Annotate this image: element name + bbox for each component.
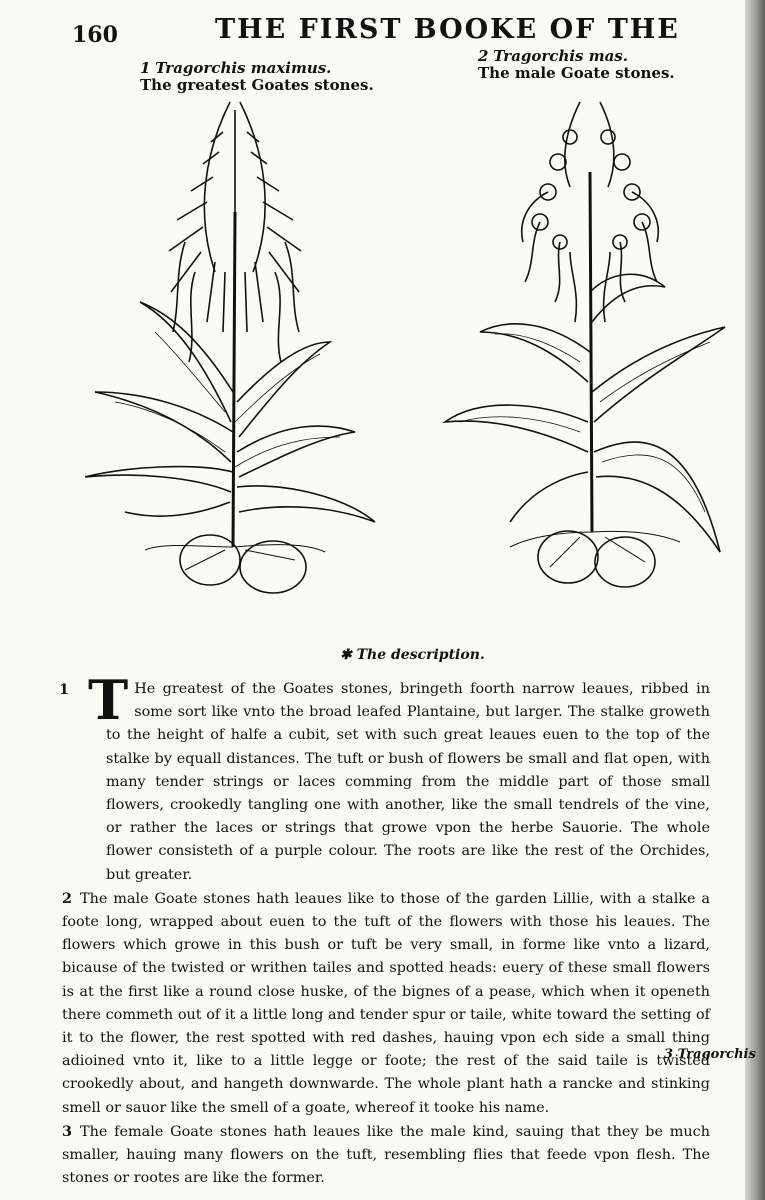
- paragraph-2-text: The male Goate stones hath leaues like to those of the garden Lillie, with a stalke a foote long, wrapped about euen to the tuft of the flowers with those his leaues. The flowers which growe in this bush or tuft be very small, in forme like vnto a lizard, bicause of the twisted or writhen tailes and spotted heads: euery of these small flowers is at the first like a round close huske, of the bignes of a pease, which when it openeth there commeth out of it a little long and tender spur or taile, white toward the setting of it to the flower, the rest spotted with red dashes, hauing vpon ech side a small thing adioined vnto it, like to a little legge or foote; the rest of the said taile is twisted crookedly about, and hangeth downwarde. The whole plant hath a rancke and stinking smell or sauor like the smell of a goate, whereof it tooke his name.: [62, 890, 710, 1116]
- asterisk-ornament-icon: ✱: [340, 647, 352, 663]
- catchword: 3 Tragorchis: [664, 1047, 756, 1062]
- figure-2-latin-name: Tragorchis mas.: [493, 47, 628, 65]
- section-heading-text: The description.: [356, 647, 485, 663]
- paragraph-3: [62, 1120, 710, 1191]
- paragraph-3-text: The female Goate stones hath leaues like the male kind, sauing that they be much smaller, hauing many flowers on the tuft, resembling flies that feede vpon flesh. The stones or rootes are like the former.: [62, 1123, 710, 1187]
- figure-2-number: 2: [478, 47, 489, 65]
- figure-1-number: 1: [140, 59, 151, 77]
- paragraph-1: [59, 668, 710, 887]
- figure-2-english-name: The male Goate stones.: [478, 64, 675, 82]
- paragraph-2: [62, 887, 710, 1120]
- paragraph-2-number: 2: [62, 889, 73, 907]
- paragraph-1-text: He greatest of the Goates stones, bringeth foorth narrow leaues, ribbed in some sort like vnto the broad leafed Plantaine, but larger. The stalke groweth to the height of halfe a cubit, set with such great leaues euen to the top of the stalke by equall distances. The tuft or bush of flowers be small and flat open, with many tender strings or laces comming from the middle part of those small flowers, crookedly tangling one with another, like the small tendrels of the vine, or rather the laces or strings that growe vpon the herbe Sauorie. The whole flower consisteth of a purple colour. The roots are like the rest of the Orchides, but greater.: [106, 681, 710, 883]
- woodcut-greatest-goates-stones: [85, 92, 385, 597]
- drop-cap-letter: T: [88, 668, 129, 732]
- paragraph-1-number: 1: [59, 681, 70, 698]
- section-heading: [340, 647, 485, 663]
- running-head: THE FIRST BOOKE OF THE: [215, 14, 680, 45]
- woodcut-male-goate-stones: [440, 92, 740, 597]
- figure-1-caption: [140, 60, 374, 94]
- page-number: 160: [72, 22, 118, 48]
- figure-1-latin-name: Tragorchis maximus.: [155, 59, 332, 77]
- description-text: [59, 668, 710, 1190]
- page-gutter-shadow: [745, 0, 765, 1200]
- paragraph-3-number: 3: [62, 1122, 73, 1140]
- figure-1-english-name: The greatest Goates stones.: [140, 76, 374, 94]
- figure-2-caption: [478, 48, 675, 82]
